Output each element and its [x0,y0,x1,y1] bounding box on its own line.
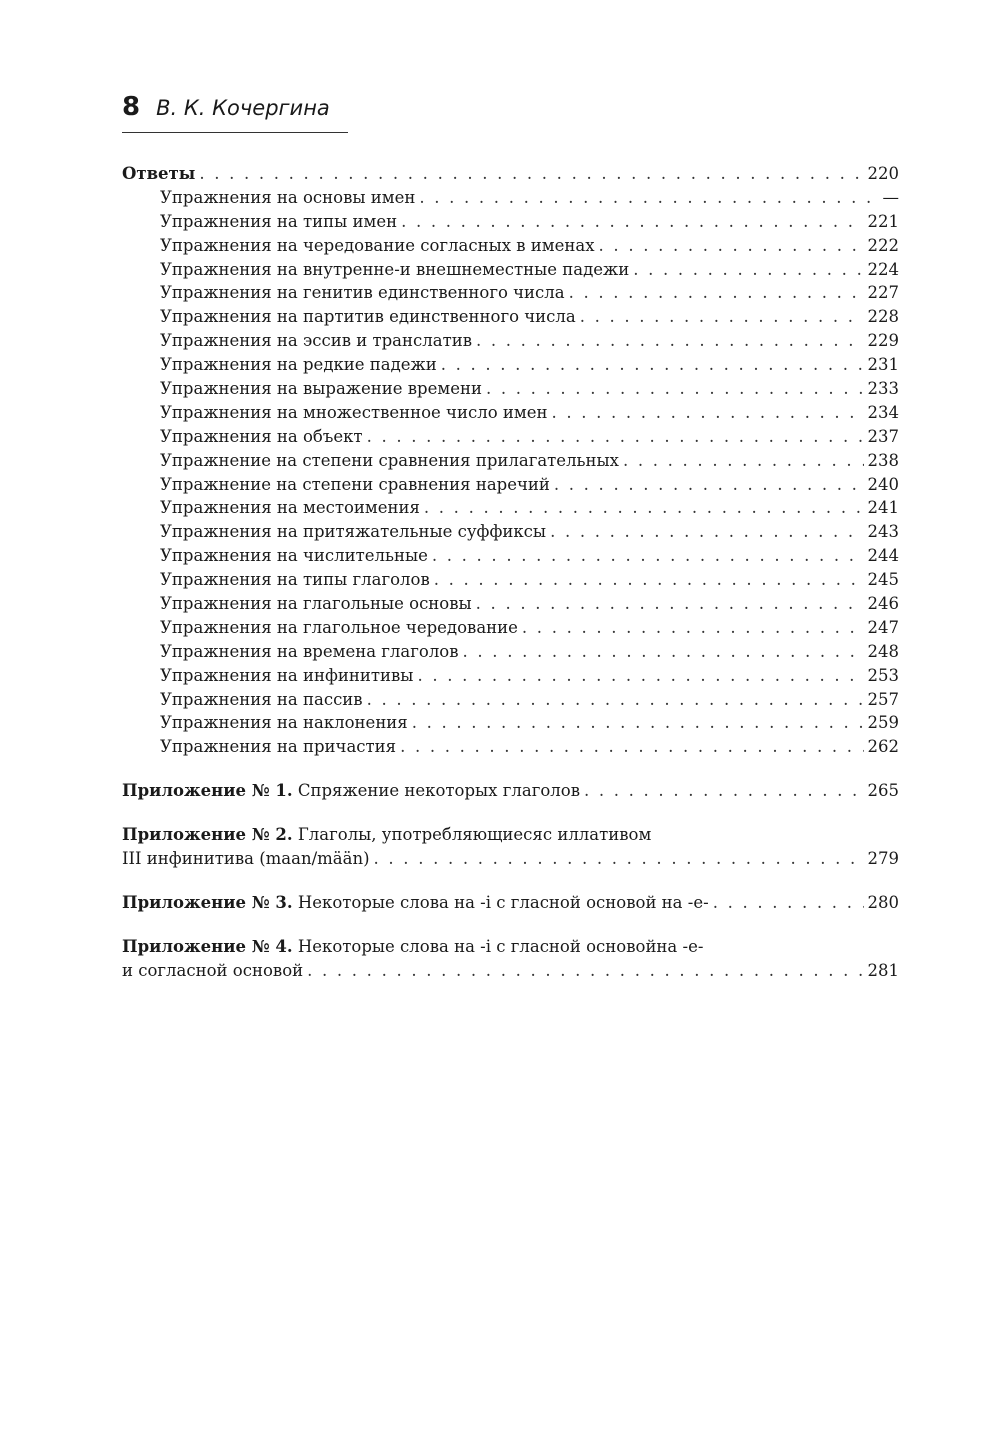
dot-leader [599,234,864,258]
toc-entry[interactable] [122,496,899,520]
toc-entry-title: Упражнения на притяжательные суффиксы [160,522,547,542]
header-rule [122,132,348,133]
toc-entry-page: 224 [867,259,899,279]
appendix-last-line [122,959,899,983]
toc-entry-page: 241 [867,498,899,518]
appendix-entry[interactable] [122,823,899,871]
toc-entry-title: Упражнения на типы глаголов [160,570,430,590]
appendix-entry[interactable] [122,935,899,983]
toc-entry-title: Упражнение на степени сравнения наречий [160,474,550,494]
toc-entry-page: 229 [867,331,899,351]
toc-entry-page: 228 [867,307,899,327]
dot-leader [476,329,864,353]
toc-entry[interactable] [122,329,899,353]
toc-entry-page: 243 [867,522,899,542]
dot-leader [432,544,864,568]
toc-entry[interactable] [122,616,899,640]
appendix-continuation: III инфинитива (maan/mään) [122,849,370,869]
toc-entry-title: Упражнения на множественное число имен [160,402,548,422]
appendix-page: 279 [867,849,899,869]
appendix-text: Некоторые слова на -i с гласной основойна -e- [297,936,704,956]
toc-entry[interactable] [122,258,899,282]
dot-leader [434,568,864,592]
dot-leader [551,401,863,425]
toc-entry-title: Упражнения на глагольное чередование [160,617,518,637]
appendix-text: Глаголы, употребляющиесяс иллативом [297,825,652,845]
page-number: 8 [122,92,141,122]
appendix-text: Спряжение некоторых глаголов [297,781,580,801]
appendix-page: 280 [867,892,899,912]
dot-leader [401,210,863,234]
toc-entry-title: Упражнения на эссив и транслатив [160,331,472,351]
dot-leader [554,473,864,497]
appendix-line [122,891,899,915]
dot-leader [550,520,863,544]
toc-entry-title: Упражнения на числительные [160,546,428,566]
toc-entry-title: Упражнения на наклонения [160,713,408,733]
toc-entry-title: Упражнения на типы имен [160,211,398,231]
toc-entry-title: Упражнения на редкие падежи [160,355,437,375]
toc-entry[interactable] [122,688,899,712]
toc-entry[interactable] [122,401,899,425]
toc-entry[interactable] [122,735,899,759]
dot-leader [412,711,864,735]
toc-entry-page: 238 [867,450,899,470]
toc-entry-page: 244 [867,546,899,566]
toc-entry-page: 259 [867,713,899,733]
appendix-continuation: и согласной основой [122,960,304,980]
toc-entry[interactable] [122,186,899,210]
dot-leader [584,779,864,803]
appendix-title [122,891,709,915]
toc-entry[interactable] [122,520,899,544]
dot-leader [486,377,864,401]
table-of-contents [122,162,899,983]
toc-entry[interactable] [122,281,899,305]
dot-leader [463,640,864,664]
dot-leader [441,353,864,377]
toc-entry[interactable] [122,449,899,473]
toc-entry-page: 240 [867,474,899,494]
dot-leader [522,616,864,640]
toc-entry-page: 247 [867,617,899,637]
toc-subentries [122,186,899,759]
appendix-page: 265 [867,781,899,801]
toc-entry[interactable] [122,544,899,568]
appendix-page: 281 [867,960,899,980]
toc-entry-title: Упражнения на основы имен [160,187,416,207]
toc-entry-page: 227 [867,283,899,303]
toc-entry-page: 246 [867,594,899,614]
dot-leader [419,186,878,210]
toc-entry-title: Упражнение на степени сравнения прилагательных [160,450,619,470]
toc-entry-title: Упражнения на партитив единственного числа [160,307,576,327]
dot-leader [374,847,864,871]
toc-entry-page: 253 [867,665,899,685]
dot-leader [367,688,864,712]
toc-entry[interactable] [122,425,899,449]
toc-entry-page: 257 [867,689,899,709]
toc-entry[interactable] [122,711,899,735]
dot-leader [424,496,864,520]
toc-entry-page: 262 [867,737,899,757]
toc-entry-title: Упражнения на генитив единственного числа [160,283,565,303]
toc-entry-page: 231 [867,355,899,375]
dot-leader [580,305,864,329]
toc-entry-title: Упражнения на выражение времени [160,379,482,399]
appendix-entry[interactable] [122,779,899,803]
appendix-label: Приложение № 4. [122,936,293,956]
dot-leader [623,449,864,473]
toc-entry[interactable] [122,640,899,664]
toc-entry-page: 222 [867,235,899,255]
toc-entry-title: Ответы [122,164,196,183]
toc-entry[interactable] [122,305,899,329]
toc-entry[interactable] [122,664,899,688]
toc-entry-title: Упражнения на причастия [160,737,397,757]
appendix-entry[interactable] [122,891,899,915]
toc-entry-page: 220 [867,164,899,183]
toc-entry[interactable] [122,568,899,592]
appendix-last-line [122,847,899,871]
toc-entry-title: Упражнения на времена глаголов [160,641,459,661]
dot-leader [569,281,864,305]
appendix-first-line [122,823,899,847]
dot-leader [400,735,863,759]
author-name: В. К. Кочергина [156,96,330,120]
appendix-line [122,779,899,803]
appendix-label: Приложение № 2. [122,825,293,845]
dot-leader [367,425,864,449]
toc-entry[interactable] [122,234,899,258]
dot-leader [307,959,863,983]
toc-entry-page: 237 [867,426,899,446]
toc-entry-title: Упражнения на глагольные основы [160,594,472,614]
toc-entry[interactable] [122,210,899,234]
toc-entry[interactable] [122,353,899,377]
toc-entry-page: 245 [867,570,899,590]
appendix-title [122,779,580,803]
toc-entry-title: Упражнения на объект [160,426,363,446]
toc-entry-page: 233 [867,379,899,399]
toc-entry-title: Упражнения на инфинитивы [160,665,414,685]
toc-entry-page: 234 [867,402,899,422]
toc-entry[interactable] [122,473,899,497]
toc-entry-title: Упражнения на чередование согласных в именах [160,235,595,255]
dot-leader [633,258,863,282]
appendix-label: Приложение № 1. [122,781,293,801]
toc-appendices [122,779,899,982]
toc-entry[interactable] [122,377,899,401]
dot-leader [476,592,864,616]
dot-leader [713,891,864,915]
appendix-first-line [122,935,899,959]
toc-entry-page: 248 [867,641,899,661]
toc-entry-title: Упражнения на местоимения [160,498,420,518]
toc-entry-answers[interactable] [122,162,899,186]
appendix-label: Приложение № 3. [122,892,293,912]
toc-entry-page: — [882,187,899,207]
toc-entry-title: Упражнения на внутренне-и внешнеместные падежи [160,259,630,279]
toc-entry-title: Упражнения на пассив [160,689,363,709]
toc-entry[interactable] [122,592,899,616]
dot-leader [417,664,863,688]
running-header [122,92,330,122]
toc-entry-page: 221 [867,211,899,231]
appendix-text: Некоторые слова на -i с гласной основой на -e- [297,892,709,912]
dot-leader [199,162,863,186]
